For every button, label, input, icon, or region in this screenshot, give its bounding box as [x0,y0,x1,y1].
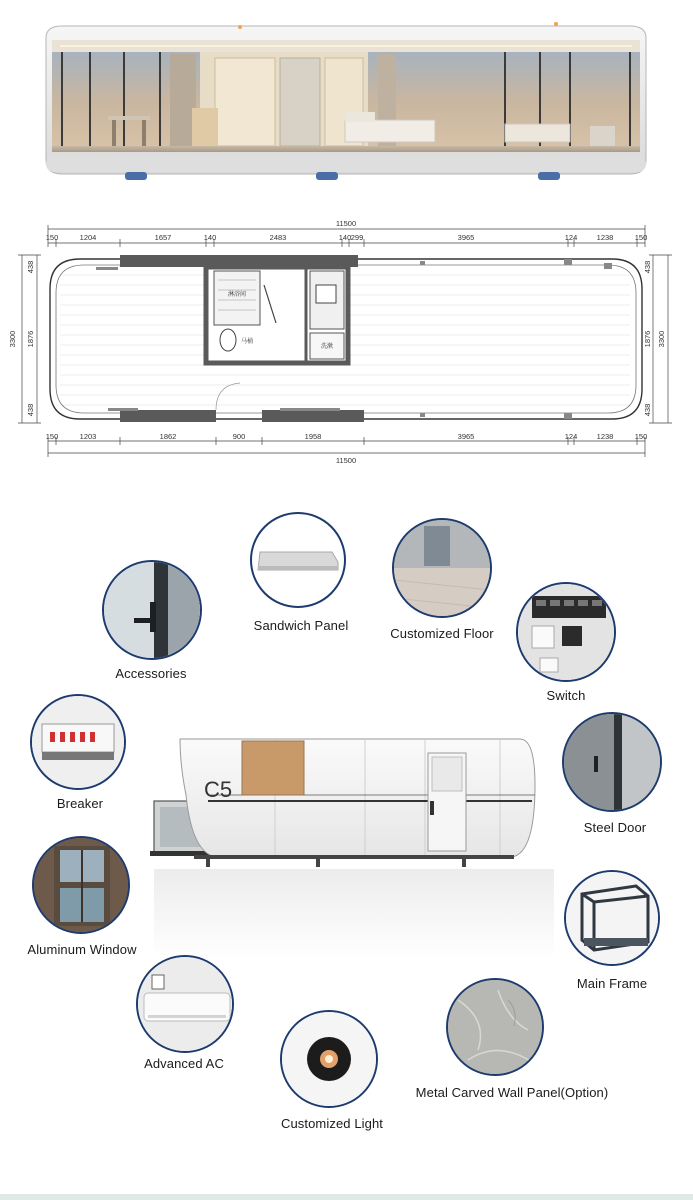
floor-plan [0,205,693,470]
dim-right-seg: 438 [643,260,652,274]
feature-label-aluminum-window: Aluminum Window [27,942,137,957]
dim-bottom-seg: 1958 [304,432,322,441]
dim-bottom-total: 11500 [335,456,357,465]
dim-top-seg: 1657 [154,233,172,242]
feature-label-switch: Switch [546,688,586,703]
bottom-divider [0,1194,693,1200]
dim-top-seg: 150 [634,233,648,242]
dim-top-seg: 124 [564,233,578,242]
feature-label-customized-light: Customized Light [280,1116,384,1131]
dim-top-seg: 150 [45,233,59,242]
room-label-toilet: 马桶 [240,339,254,345]
room-label-basin: 洗漱 [320,344,334,350]
dim-top-seg: 299 [350,233,364,242]
dim-bottom-seg: 1238 [596,432,614,441]
dim-top-seg: 140 [203,233,217,242]
feature-label-advanced-ac: Advanced AC [144,1056,224,1071]
capsule-exterior [140,725,570,965]
dim-bottom-seg: 1862 [159,432,177,441]
feature-label-customized-floor: Customized Floor [390,626,494,641]
dim-left-seg: 1876 [26,330,35,348]
dim-bottom-seg: 900 [232,432,246,441]
capsule-model-label: C5 [204,777,233,802]
steel-door-image [562,712,662,812]
breaker-image [30,694,126,790]
dim-bottom-seg: 150 [45,432,59,441]
feature-label-main-frame: Main Frame [576,976,648,991]
feature-label-metal-carved-wall-panel: Metal Carved Wall Panel(Option) [415,1085,609,1100]
dim-bottom-seg: 1203 [79,432,97,441]
feature-label-breaker: Breaker [56,796,104,811]
dim-right-seg: 1876 [643,330,652,348]
metal-carved-wall-panel-image [446,978,544,1076]
main-frame-image [564,870,660,966]
interior-render-image [0,0,693,200]
dim-left-seg: 438 [26,403,35,417]
dim-bottom-seg: 150 [634,432,648,441]
floor-plan-drawing [0,205,693,470]
advanced-ac-image [136,955,234,1053]
dim-left-seg: 438 [26,260,35,274]
dim-left-total: 3300 [8,330,17,348]
dim-top-total: 11500 [335,219,357,228]
switch-image [516,582,616,682]
customized-floor-image [392,518,492,618]
customized-light-image [280,1010,378,1108]
dim-top-seg: 1238 [596,233,614,242]
feature-label-steel-door: Steel Door [583,820,647,835]
dim-bottom-seg: 3965 [457,432,475,441]
dim-right-total: 3300 [657,330,666,348]
accessories-image [102,560,202,660]
feature-label-sandwich-panel: Sandwich Panel [253,618,349,633]
dim-right-seg: 438 [643,403,652,417]
aluminum-window-image [32,836,130,934]
room-label-shower: 淋浴间 [227,292,247,298]
capsule-exterior-image [140,725,570,965]
feature-label-accessories: Accessories [115,666,187,681]
dim-top-seg: 140 [338,233,352,242]
interior-render [0,0,693,200]
dim-top-seg: 1204 [79,233,97,242]
sandwich-panel-image [250,512,346,608]
dim-top-seg: 3965 [457,233,475,242]
dim-top-seg: 2483 [269,233,287,242]
dim-bottom-seg: 124 [564,432,578,441]
